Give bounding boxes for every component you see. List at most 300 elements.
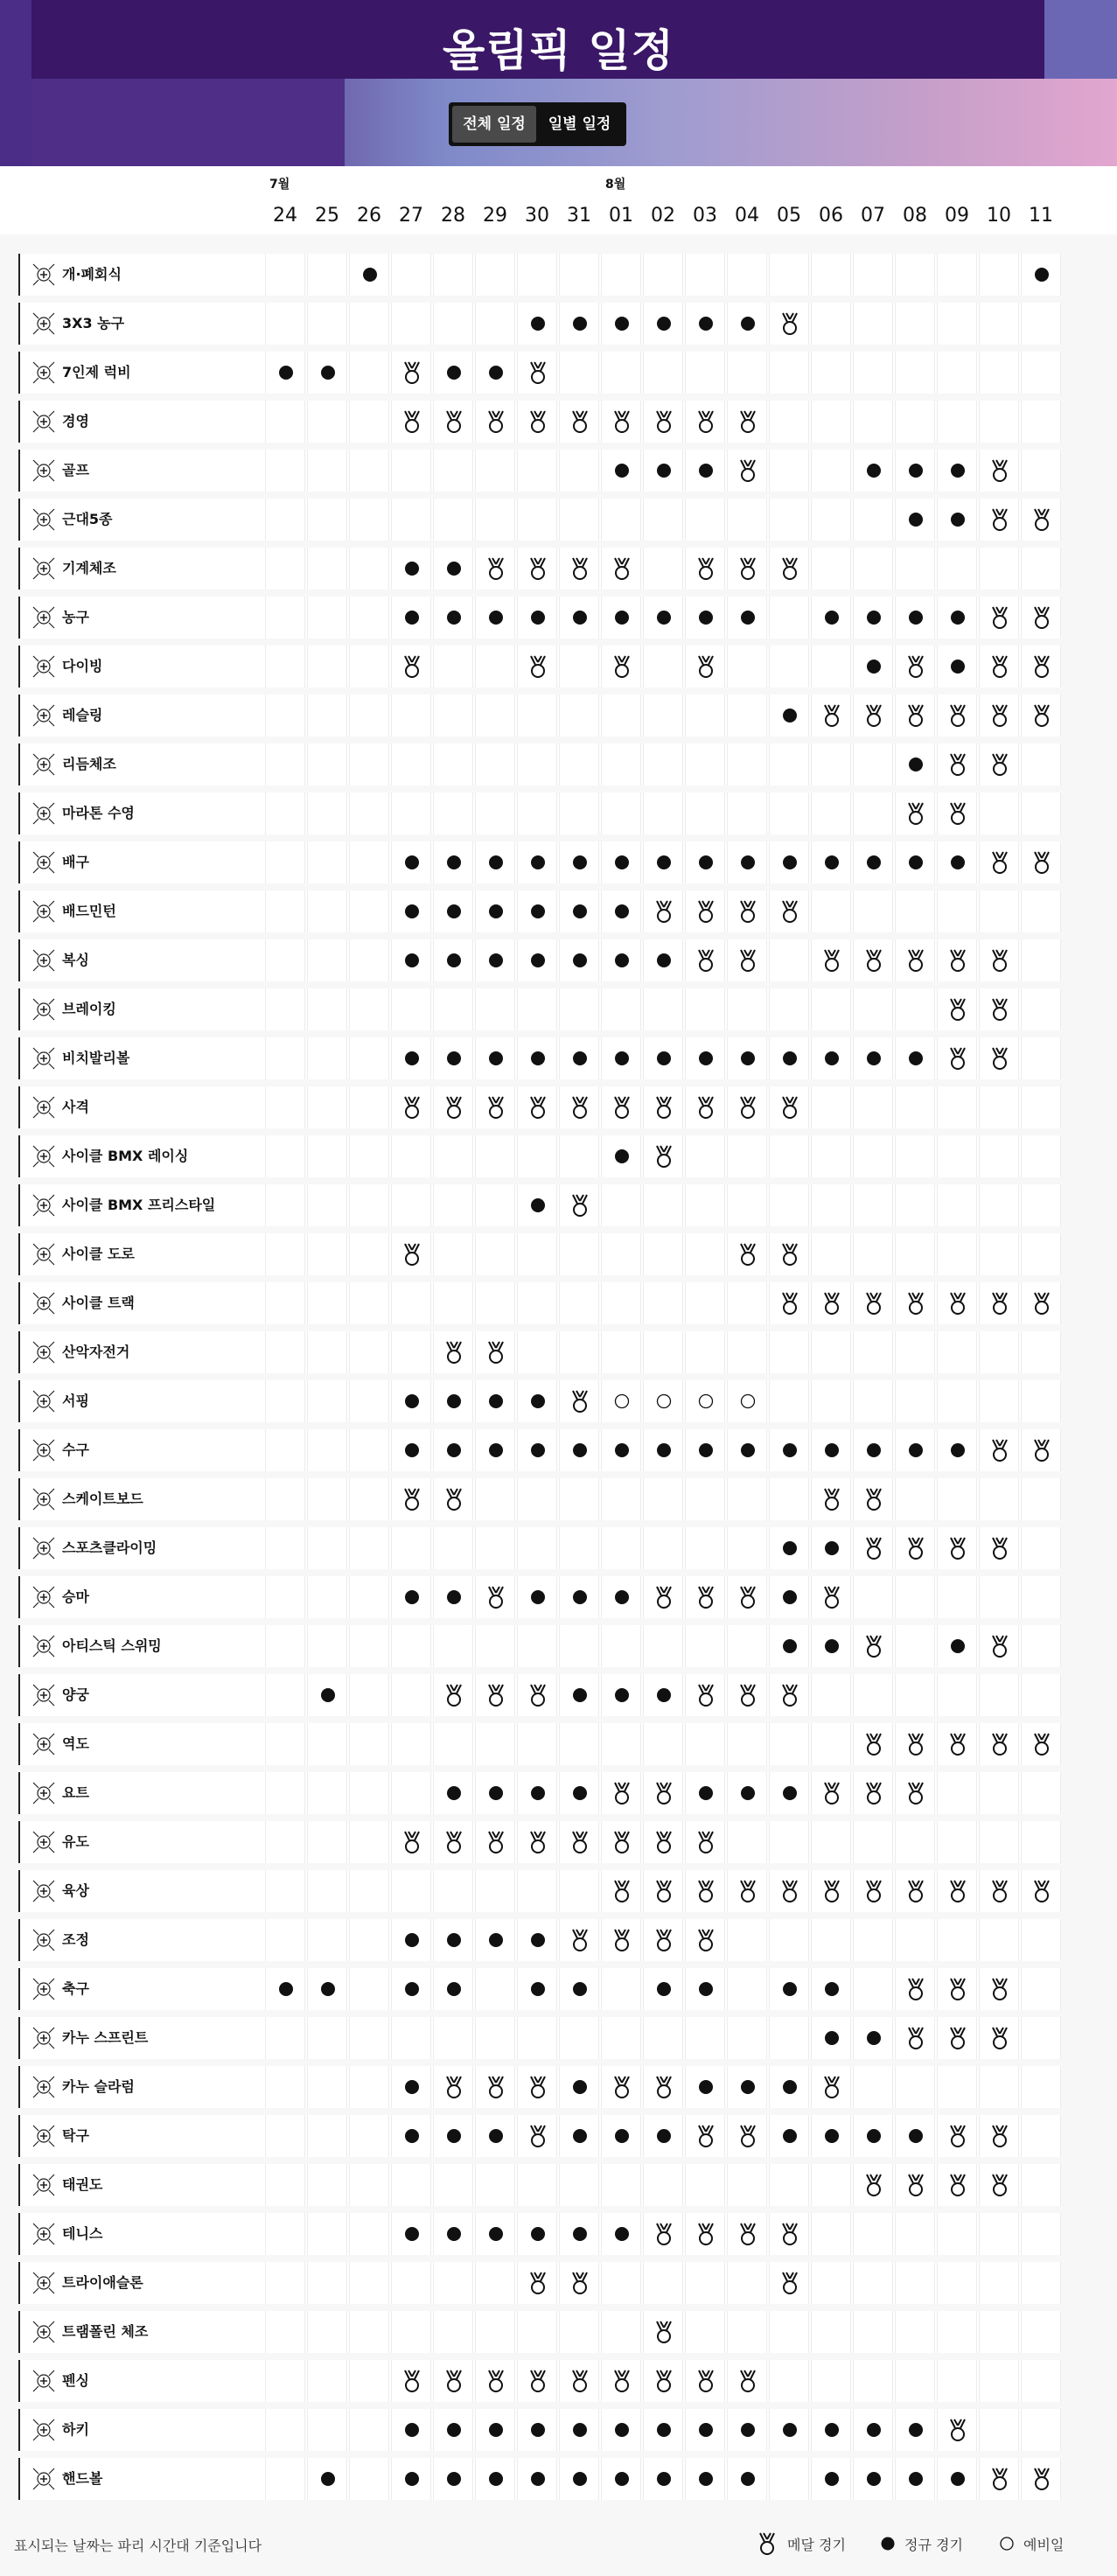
rowing-icon — [31, 1927, 57, 1953]
schedule-cell — [937, 1233, 977, 1275]
sport-row — [18, 2213, 1060, 2255]
medal-event-icon — [602, 1870, 642, 1912]
sport-label[interactable] — [18, 890, 262, 932]
schedule-cell — [811, 646, 851, 688]
schedule-cell — [853, 695, 893, 736]
schedule-cell — [769, 2409, 809, 2451]
regular-event-dot — [602, 1674, 642, 1716]
sport-label[interactable] — [18, 1527, 262, 1569]
schedule-cell — [727, 2164, 767, 2206]
schedule-cell — [307, 841, 347, 883]
schedule-cell — [643, 646, 683, 688]
schedule-cell — [853, 2066, 893, 2108]
schedule-cell — [811, 1184, 851, 1226]
medal-event-icon — [938, 1282, 978, 1324]
schedule-cell — [391, 1919, 431, 1961]
schedule-cell — [349, 1135, 389, 1177]
schedule-cell — [811, 2360, 851, 2402]
sport-label[interactable] — [18, 1870, 262, 1912]
regular-event-dot — [266, 1968, 306, 2010]
schedule-cell — [307, 1870, 347, 1912]
schedule-cell — [685, 1429, 725, 1471]
schedule-cell — [979, 988, 1019, 1030]
schedule-cell — [475, 1086, 515, 1128]
medal-event-icon — [434, 1086, 474, 1128]
medal-event-icon — [728, 2213, 768, 2255]
schedule-cell — [265, 646, 305, 688]
sport-label[interactable] — [18, 695, 262, 736]
schedule-cell — [517, 1135, 557, 1177]
regular-event-dot — [476, 352, 516, 394]
schedule-cell — [307, 890, 347, 932]
schedule-cell — [685, 743, 725, 785]
schedule-cell — [937, 2262, 977, 2304]
schedule-cell — [979, 2409, 1019, 2451]
schedule-cell — [685, 1772, 725, 1814]
medal-event-icon — [896, 1723, 936, 1765]
sport-row — [18, 352, 1060, 394]
sport-label[interactable] — [18, 1233, 262, 1275]
schedule-cell — [265, 1674, 305, 1716]
regular-event-dot — [854, 841, 894, 883]
sport-label[interactable] — [18, 939, 262, 981]
schedule-cell — [685, 1233, 725, 1275]
schedule-cell — [391, 1723, 431, 1765]
schedule-cell — [307, 2409, 347, 2451]
schedule-cell — [979, 1331, 1019, 1373]
schedule-cell — [727, 1478, 767, 1520]
schedule-cell — [1021, 597, 1061, 639]
schedule-cell — [727, 1086, 767, 1128]
schedule-cell — [895, 2213, 935, 2255]
schedule-cell — [391, 2066, 431, 2108]
sport-label[interactable] — [18, 1576, 262, 1618]
schedule-cell — [433, 2360, 473, 2402]
sport-label[interactable] — [18, 1135, 262, 1177]
schedule-cell — [685, 303, 725, 345]
schedule-cell — [1021, 792, 1061, 834]
schedule-cell — [727, 2311, 767, 2353]
sport-label[interactable] — [18, 2262, 262, 2304]
schedule-cell — [937, 1576, 977, 1618]
regular-event-dot — [602, 1429, 642, 1471]
schedule-cell — [769, 1870, 809, 1912]
sport-label[interactable] — [18, 2017, 262, 2059]
sport-name: 핸드볼 — [62, 2470, 103, 2487]
medal-event-icon — [434, 2360, 474, 2402]
schedule-cell — [307, 1968, 347, 2010]
schedule-cell — [727, 1233, 767, 1275]
schedule-cell — [811, 1870, 851, 1912]
sport-row — [18, 1919, 1060, 1961]
regular-event-dot — [770, 2409, 810, 2451]
schedule-cell — [559, 254, 599, 296]
schedule-cell — [769, 1674, 809, 1716]
schedule-cell — [475, 401, 515, 443]
medal-event-icon — [686, 939, 726, 981]
shooting-icon — [31, 1094, 57, 1120]
sport-label[interactable] — [18, 2164, 262, 2206]
sport-row — [18, 646, 1060, 688]
schedule-cell — [643, 2262, 683, 2304]
schedule-cell — [265, 2311, 305, 2353]
sport-label[interactable] — [18, 2409, 262, 2451]
schedule-cell — [643, 1233, 683, 1275]
schedule-cell — [811, 1233, 851, 1275]
schedule-cell — [643, 1772, 683, 1814]
sport-label[interactable] — [18, 1184, 262, 1226]
schedule-cell — [349, 1478, 389, 1520]
schedule-cell — [643, 1821, 683, 1863]
football-icon — [31, 1976, 57, 2002]
regular-event-dot — [602, 841, 642, 883]
schedule-cell — [895, 1723, 935, 1765]
schedule-cell — [265, 597, 305, 639]
judo-icon — [31, 1829, 57, 1855]
regular-event-dot — [434, 1968, 474, 2010]
sport-name: 배드민턴 — [62, 903, 116, 919]
regular-event-dot — [644, 303, 684, 345]
schedule-cell — [475, 2213, 515, 2255]
schedule-cell — [811, 695, 851, 736]
sport-label[interactable] — [18, 1282, 262, 1324]
medal-event-icon — [392, 2360, 432, 2402]
regular-event-dot — [728, 2409, 768, 2451]
sport-label[interactable] — [18, 1821, 262, 1863]
schedule-cell — [811, 1821, 851, 1863]
regular-event-dot — [644, 2115, 684, 2157]
schedule-cell — [811, 597, 851, 639]
schedule-cell — [265, 2458, 305, 2500]
schedule-cell — [853, 1037, 893, 1079]
schedule-cell — [349, 1527, 389, 1569]
schedule-cell — [391, 1968, 431, 2010]
regular-event-dot — [854, 1037, 894, 1079]
schedule-cell — [433, 450, 473, 492]
schedule-cell — [265, 1478, 305, 1520]
medal-event-icon — [434, 1478, 474, 1520]
schedule-cell — [475, 1625, 515, 1667]
schedule-cell — [349, 1037, 389, 1079]
sport-label[interactable] — [18, 2458, 262, 2500]
sport-label[interactable] — [18, 1919, 262, 1961]
schedule-cell — [475, 1919, 515, 1961]
schedule-cell — [727, 792, 767, 834]
schedule-cell — [685, 2262, 725, 2304]
medal-event-icon — [560, 2360, 600, 2402]
schedule-cell — [853, 1527, 893, 1569]
schedule-cell — [937, 841, 977, 883]
sport-label[interactable] — [18, 499, 262, 541]
sport-label[interactable] — [18, 2360, 262, 2402]
legend-regular-label: 정규 경기 — [904, 2536, 963, 2553]
tab-daily-schedule[interactable]: 일별 일정 — [548, 115, 611, 133]
sport-label[interactable] — [18, 2115, 262, 2157]
medal-event-icon — [686, 548, 726, 590]
medal-event-icon — [392, 401, 432, 443]
schedule-cell — [265, 450, 305, 492]
schedule-cell — [727, 1968, 767, 2010]
sport-label[interactable] — [18, 254, 262, 296]
schedule-cell — [433, 1576, 473, 1618]
sport-label[interactable] — [18, 1380, 262, 1422]
schedule-cell — [1021, 499, 1061, 541]
schedule-cell — [349, 695, 389, 736]
sport-label[interactable] — [18, 1331, 262, 1373]
regular-event-dot — [812, 2458, 852, 2500]
schedule-cell — [895, 1625, 935, 1667]
schedule-cell — [643, 1968, 683, 2010]
schedule-cell — [307, 792, 347, 834]
schedule-cell — [853, 1821, 893, 1863]
schedule-cell — [727, 939, 767, 981]
medal-event-icon — [1022, 646, 1062, 688]
schedule-cell — [601, 2017, 641, 2059]
cycling-bmx-freestyle-icon — [31, 1192, 57, 1218]
schedule-cell — [979, 2311, 1019, 2353]
medal-event-icon — [938, 1870, 978, 1912]
schedule-cell — [601, 646, 641, 688]
schedule-cell — [853, 890, 893, 932]
schedule-cell — [979, 2360, 1019, 2402]
schedule-cell — [559, 401, 599, 443]
schedule-cell — [433, 352, 473, 394]
schedule-cell — [475, 1429, 515, 1471]
cycling-track-icon — [31, 1290, 57, 1316]
schedule-cell — [517, 1478, 557, 1520]
schedule-cell — [601, 2262, 641, 2304]
regular-event-dot — [560, 2458, 600, 2500]
schedule-cell — [517, 841, 557, 883]
schedule-cell — [769, 2458, 809, 2500]
sport-label[interactable] — [18, 646, 262, 688]
sport-label[interactable] — [18, 450, 262, 492]
schedule-cell — [349, 2213, 389, 2255]
sailing-icon — [31, 1780, 57, 1806]
medal-event-icon — [644, 401, 684, 443]
schedule-cell — [391, 988, 431, 1030]
sport-label[interactable] — [18, 1772, 262, 1814]
regular-event-dot — [644, 1674, 684, 1716]
sport-label[interactable] — [18, 548, 262, 590]
schedule-cell — [1021, 450, 1061, 492]
schedule-cell — [349, 890, 389, 932]
schedule-cell — [895, 2360, 935, 2402]
schedule-cell — [601, 597, 641, 639]
schedule-cell — [979, 597, 1019, 639]
schedule-cell — [391, 695, 431, 736]
sport-label[interactable] — [18, 597, 262, 639]
schedule-cell — [895, 499, 935, 541]
timezone-note: 표시되는 날짜는 파리 시간대 기준입니다 — [14, 2538, 262, 2554]
medal-event-icon — [770, 1674, 810, 1716]
medal-event-icon — [728, 1233, 768, 1275]
schedule-cell — [601, 450, 641, 492]
regular-event-dot — [644, 2409, 684, 2451]
schedule-cell — [727, 2409, 767, 2451]
day-number: 27 — [399, 205, 423, 227]
medal-event-icon — [980, 841, 1020, 883]
schedule-cell — [1021, 1772, 1061, 1814]
sport-name: 근대5종 — [62, 511, 113, 527]
schedule-cell — [727, 1380, 767, 1422]
preliminary-day-circle — [644, 1380, 684, 1422]
schedule-cell — [769, 1625, 809, 1667]
sport-label[interactable] — [18, 352, 262, 394]
schedule-cell — [979, 2115, 1019, 2157]
schedule-cell — [265, 2164, 305, 2206]
sport-label[interactable] — [18, 988, 262, 1030]
sport-name: 브레이킹 — [62, 1001, 116, 1017]
schedule-cell — [811, 352, 851, 394]
sport-row — [18, 1625, 1060, 1667]
regular-event-dot — [854, 646, 894, 688]
schedule-cell — [307, 1429, 347, 1471]
regular-event-dot — [602, 2115, 642, 2157]
schedule-cell — [601, 499, 641, 541]
sport-label[interactable] — [18, 303, 262, 345]
schedule-cell — [643, 2164, 683, 2206]
sport-label[interactable] — [18, 1429, 262, 1471]
schedule-cell — [937, 2115, 977, 2157]
schedule-cell — [349, 2017, 389, 2059]
schedule-cell — [307, 2458, 347, 2500]
schedule-cell — [391, 450, 431, 492]
schedule-cell — [643, 597, 683, 639]
canoe-sprint-icon — [31, 2025, 57, 2051]
schedule-cell — [685, 646, 725, 688]
schedule-cell — [307, 1331, 347, 1373]
schedule-cell — [643, 254, 683, 296]
schedule-cell — [349, 1282, 389, 1324]
schedule-cell — [979, 1037, 1019, 1079]
sport-row — [18, 792, 1060, 834]
schedule-cell — [391, 890, 431, 932]
schedule-cell — [433, 1527, 473, 1569]
schedule-cell — [853, 1576, 893, 1618]
schedule-cell — [769, 1772, 809, 1814]
medal-icon — [756, 2531, 778, 2556]
schedule-cell — [1021, 1625, 1061, 1667]
schedule-cell — [727, 1184, 767, 1226]
sport-name: 다이빙 — [62, 658, 103, 674]
schedule-cell — [853, 2458, 893, 2500]
sport-label[interactable] — [18, 743, 262, 785]
schedule-cell — [559, 1674, 599, 1716]
medal-event-icon — [1022, 499, 1062, 541]
sport-label[interactable] — [18, 1674, 262, 1716]
regular-event-dot — [938, 597, 978, 639]
sport-label[interactable] — [18, 1037, 262, 1079]
sport-name: 리듬체조 — [62, 756, 116, 772]
schedule-cell — [517, 352, 557, 394]
schedule-cell — [433, 1870, 473, 1912]
sport-label[interactable] — [18, 792, 262, 834]
medal-event-icon — [686, 890, 726, 932]
schedule-cell — [391, 1233, 431, 1275]
sport-name: 개·폐회식 — [62, 266, 122, 283]
schedule-cell — [265, 2115, 305, 2157]
schedule-cell — [811, 2066, 851, 2108]
schedule-cell — [307, 2360, 347, 2402]
schedule-cell — [937, 597, 977, 639]
sport-label[interactable] — [18, 1478, 262, 1520]
mountain-bike-icon — [31, 1339, 57, 1365]
schedule-cell — [517, 743, 557, 785]
medal-event-icon — [686, 1086, 726, 1128]
regular-event-dot — [518, 303, 558, 345]
schedule-cell — [643, 1331, 683, 1373]
schedule-cell — [517, 695, 557, 736]
medal-event-icon — [980, 597, 1020, 639]
sport-label[interactable] — [18, 1723, 262, 1765]
medal-event-icon — [980, 1282, 1020, 1324]
surfing-icon — [31, 1388, 57, 1414]
schedule-cell — [685, 2311, 725, 2353]
schedule-cell — [643, 1282, 683, 1324]
medal-event-icon — [560, 548, 600, 590]
regular-event-dot — [392, 2458, 432, 2500]
schedule-cell — [769, 1723, 809, 1765]
artistic-gymnastics-icon — [31, 555, 57, 582]
schedule-cell — [265, 1086, 305, 1128]
sport-label[interactable] — [18, 841, 262, 883]
schedule-cell — [685, 2164, 725, 2206]
schedule-cell — [391, 1478, 431, 1520]
sport-label[interactable] — [18, 1968, 262, 2010]
schedule-cell — [391, 1380, 431, 1422]
schedule-cell — [937, 1625, 977, 1667]
sport-label[interactable] — [18, 2066, 262, 2108]
schedule-cell — [727, 1331, 767, 1373]
schedule-cell — [769, 792, 809, 834]
schedule-cell — [979, 450, 1019, 492]
schedule-cell — [475, 303, 515, 345]
schedule-cell — [811, 1674, 851, 1716]
sport-label[interactable] — [18, 401, 262, 443]
schedule-cell — [979, 1478, 1019, 1520]
schedule-cell — [727, 352, 767, 394]
sport-label[interactable] — [18, 2311, 262, 2353]
schedule-cell — [475, 1674, 515, 1716]
medal-event-icon — [770, 548, 810, 590]
schedule-cell — [349, 1625, 389, 1667]
schedule-cell — [601, 1331, 641, 1373]
medal-event-icon — [728, 1576, 768, 1618]
schedule-cell — [601, 1674, 641, 1716]
schedule-cell — [895, 743, 935, 785]
schedule-cell — [307, 1380, 347, 1422]
sport-label[interactable] — [18, 2213, 262, 2255]
schedule-cell — [643, 499, 683, 541]
schedule-cell — [433, 254, 473, 296]
tab-all-schedule[interactable]: 전체 일정 — [452, 106, 536, 143]
schedule-cell — [601, 254, 641, 296]
schedule-cell — [307, 1527, 347, 1569]
schedule-cell — [601, 1037, 641, 1079]
sport-label[interactable] — [18, 1086, 262, 1128]
schedule-cell — [979, 1968, 1019, 2010]
sport-name: 스포츠클라이밍 — [62, 1539, 157, 1556]
sport-label[interactable] — [18, 1625, 262, 1667]
sport-name: 역도 — [62, 1735, 89, 1752]
fencing-icon — [31, 2368, 57, 2394]
schedule-cell — [727, 1429, 767, 1471]
swimming-icon — [31, 408, 57, 435]
medal-event-icon — [560, 1919, 600, 1961]
medal-event-icon — [602, 646, 642, 688]
schedule-cell — [685, 939, 725, 981]
